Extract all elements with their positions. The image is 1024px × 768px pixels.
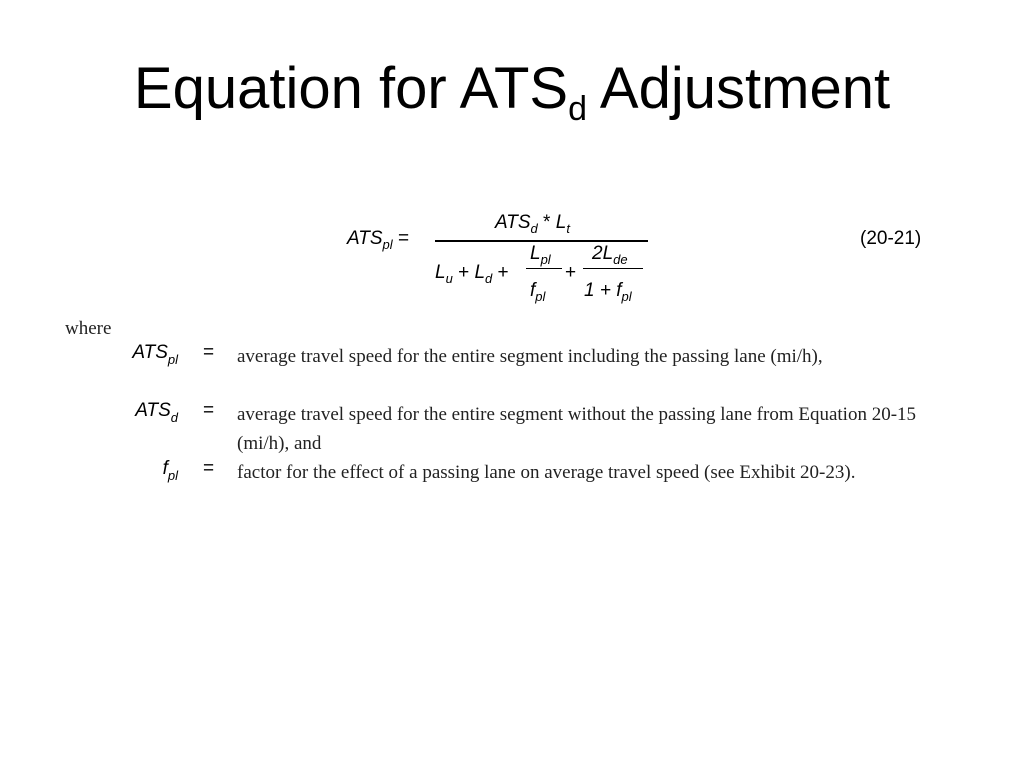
main-fraction-bar bbox=[435, 240, 648, 242]
where-label: where bbox=[65, 318, 112, 339]
equation-numerator: $ATS_d * L_t$ bbox=[495, 212, 570, 236]
fraction1-denominator: $f_{pl}$ bbox=[530, 280, 546, 304]
fraction2-bar bbox=[583, 268, 643, 269]
fraction1-numerator: $L_{pl}$ bbox=[530, 243, 551, 267]
definition-text: average travel speed for the entire segment including the passing lane (mi/h), bbox=[237, 346, 823, 367]
equation-lhs: $ATS_{pl}$ = bbox=[347, 228, 410, 252]
definition-equals: = bbox=[203, 342, 215, 363]
title-subscript: d bbox=[568, 90, 588, 128]
definitions-list bbox=[60, 342, 936, 516]
slide-title bbox=[0, 56, 1024, 128]
definition-equals: = bbox=[203, 458, 215, 479]
denominator-terms: $L_u + L_d$ + bbox=[435, 262, 509, 286]
title-rest: Adjustment bbox=[587, 56, 891, 121]
definition-symbol: $f_{pl}$ bbox=[162, 458, 178, 483]
definition-symbol: $ATS_{pl}$ bbox=[132, 342, 178, 367]
fraction1-bar bbox=[526, 268, 562, 269]
title-main: Equation for ATS bbox=[133, 56, 569, 121]
equation-panel bbox=[60, 210, 936, 518]
plus-sign: + bbox=[565, 262, 577, 283]
definition-equals: = bbox=[203, 400, 215, 421]
definition-row bbox=[60, 458, 936, 516]
definition-symbol: $ATS_d$ bbox=[135, 400, 178, 425]
definition-row bbox=[60, 342, 936, 400]
definition-row bbox=[60, 400, 936, 458]
definition-text: factor for the effect of a passing lane on average travel speed (see Exhibit 20-23). bbox=[237, 462, 856, 483]
equation-number: (20-21) bbox=[860, 228, 922, 249]
definition-text: average travel speed for the entire segment without the passing lane from Equation 20-15 (mi/h), and bbox=[237, 404, 917, 454]
fraction2-denominator: $1 + f_{pl}$ bbox=[584, 280, 632, 304]
fraction2-numerator: $2L_{de}$ bbox=[592, 243, 628, 267]
